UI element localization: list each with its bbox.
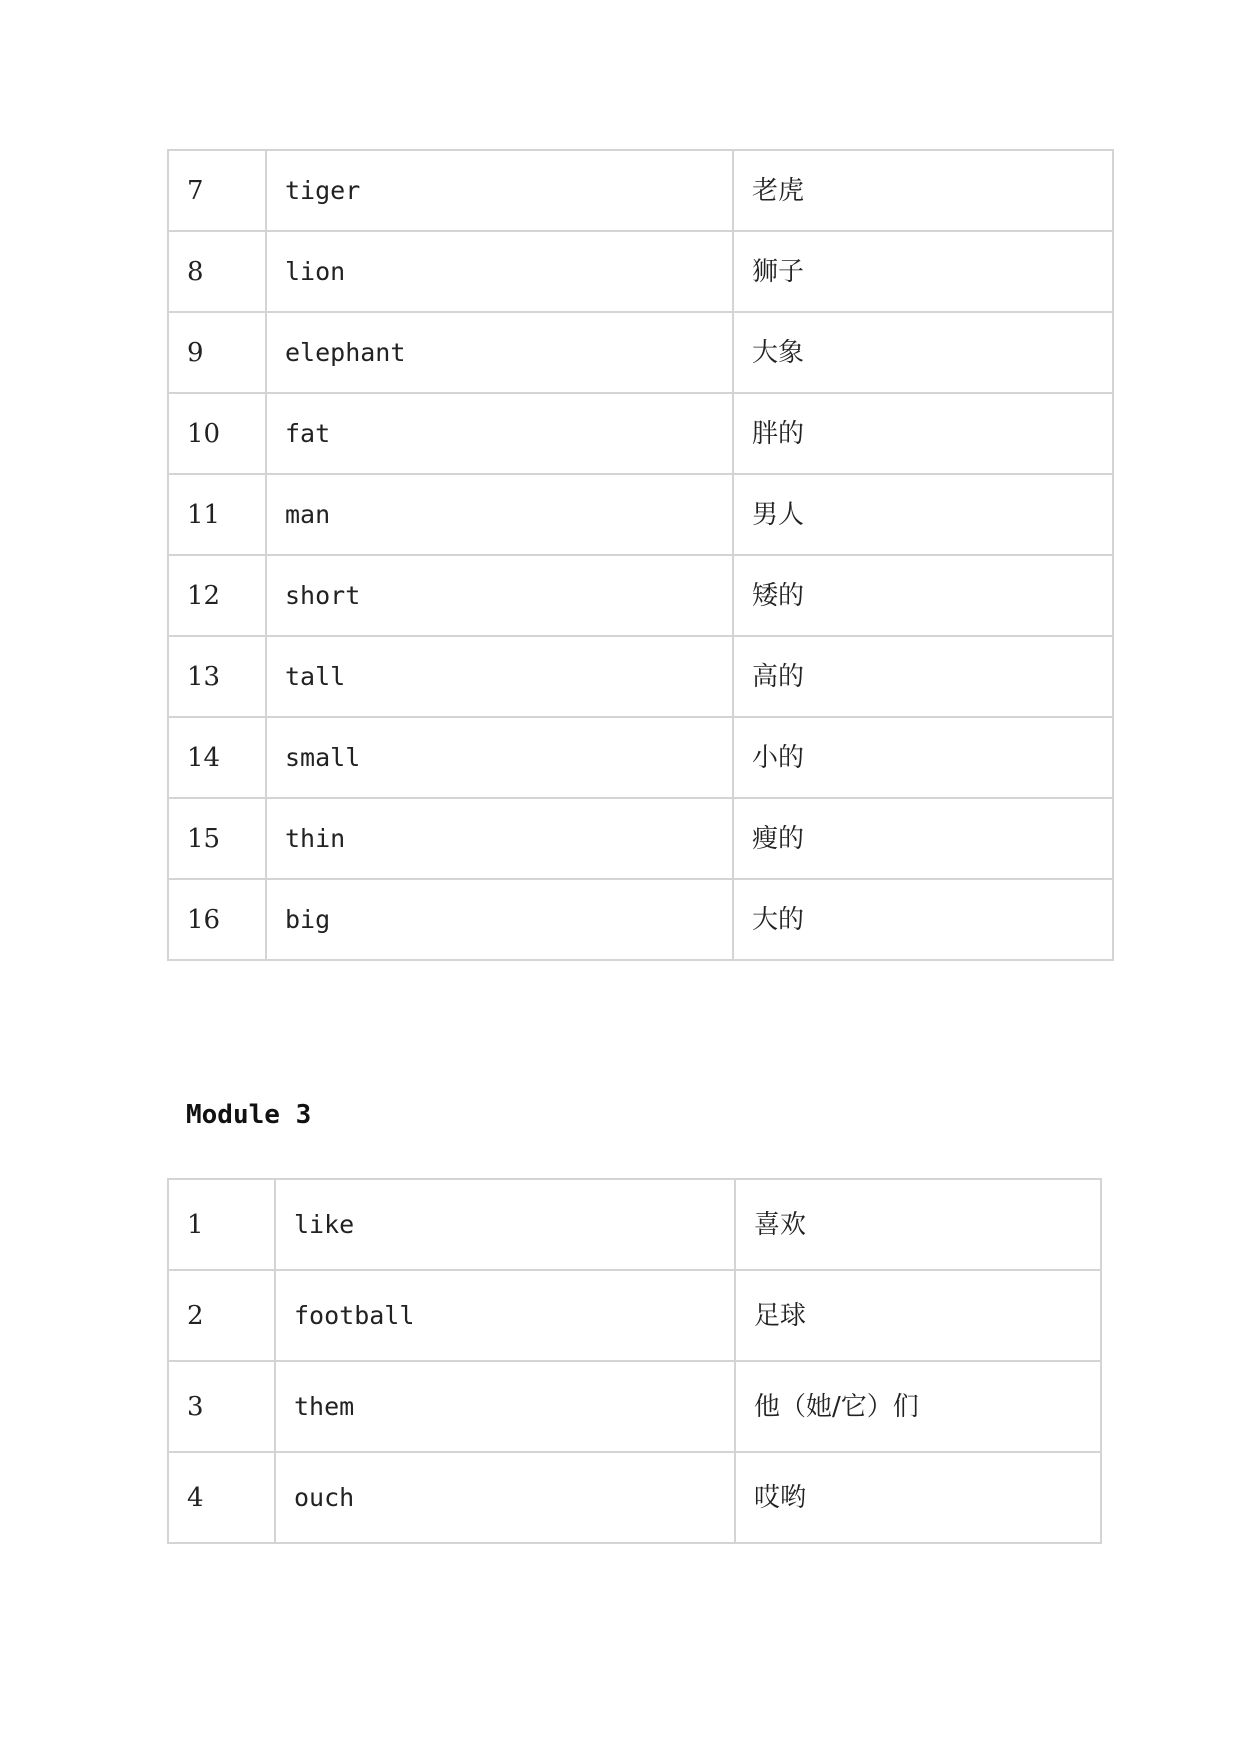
chinese-meaning: 喜欢 [735, 1179, 1101, 1270]
table-row [168, 555, 1113, 636]
row-number: 14 [168, 717, 266, 798]
english-word: them [275, 1361, 735, 1452]
row-number: 4 [168, 1452, 275, 1543]
english-word: like [275, 1179, 735, 1270]
table-row [168, 231, 1113, 312]
table-row [168, 717, 1113, 798]
row-number: 16 [168, 879, 266, 960]
chinese-meaning: 大象 [733, 312, 1113, 393]
row-number: 12 [168, 555, 266, 636]
row-number: 10 [168, 393, 266, 474]
row-number: 1 [168, 1179, 275, 1270]
module-3-heading: Module 3 [186, 1100, 312, 1130]
table-row [168, 1452, 1101, 1543]
chinese-meaning: 高的 [733, 636, 1113, 717]
row-number: 3 [168, 1361, 275, 1452]
chinese-meaning: 他（她/它）们 [735, 1361, 1101, 1452]
chinese-meaning: 足球 [735, 1270, 1101, 1361]
english-word: big [266, 879, 733, 960]
chinese-meaning: 男人 [733, 474, 1113, 555]
row-number: 13 [168, 636, 266, 717]
table-row [168, 879, 1113, 960]
chinese-meaning: 大的 [733, 879, 1113, 960]
table-row [168, 1179, 1101, 1270]
english-word: tiger [266, 150, 733, 231]
row-number: 8 [168, 231, 266, 312]
chinese-meaning: 小的 [733, 717, 1113, 798]
row-number: 11 [168, 474, 266, 555]
english-word: football [275, 1270, 735, 1361]
english-word: ouch [275, 1452, 735, 1543]
chinese-meaning: 矮的 [733, 555, 1113, 636]
english-word: fat [266, 393, 733, 474]
english-word: short [266, 555, 733, 636]
table-row [168, 474, 1113, 555]
vocab-table-module-2 [167, 149, 1114, 961]
english-word: tall [266, 636, 733, 717]
chinese-meaning: 老虎 [733, 150, 1113, 231]
table-row [168, 312, 1113, 393]
chinese-meaning: 哎哟 [735, 1452, 1101, 1543]
row-number: 7 [168, 150, 266, 231]
chinese-meaning: 狮子 [733, 231, 1113, 312]
table-row [168, 393, 1113, 474]
chinese-meaning: 瘦的 [733, 798, 1113, 879]
english-word: lion [266, 231, 733, 312]
chinese-meaning: 胖的 [733, 393, 1113, 474]
vocab-table-module-3 [167, 1178, 1102, 1544]
english-word: small [266, 717, 733, 798]
english-word: elephant [266, 312, 733, 393]
english-word: thin [266, 798, 733, 879]
row-number: 2 [168, 1270, 275, 1361]
english-word: man [266, 474, 733, 555]
table-row [168, 150, 1113, 231]
row-number: 9 [168, 312, 266, 393]
table-row [168, 798, 1113, 879]
table-row [168, 1361, 1101, 1452]
table-row [168, 1270, 1101, 1361]
table-row [168, 636, 1113, 717]
row-number: 15 [168, 798, 266, 879]
